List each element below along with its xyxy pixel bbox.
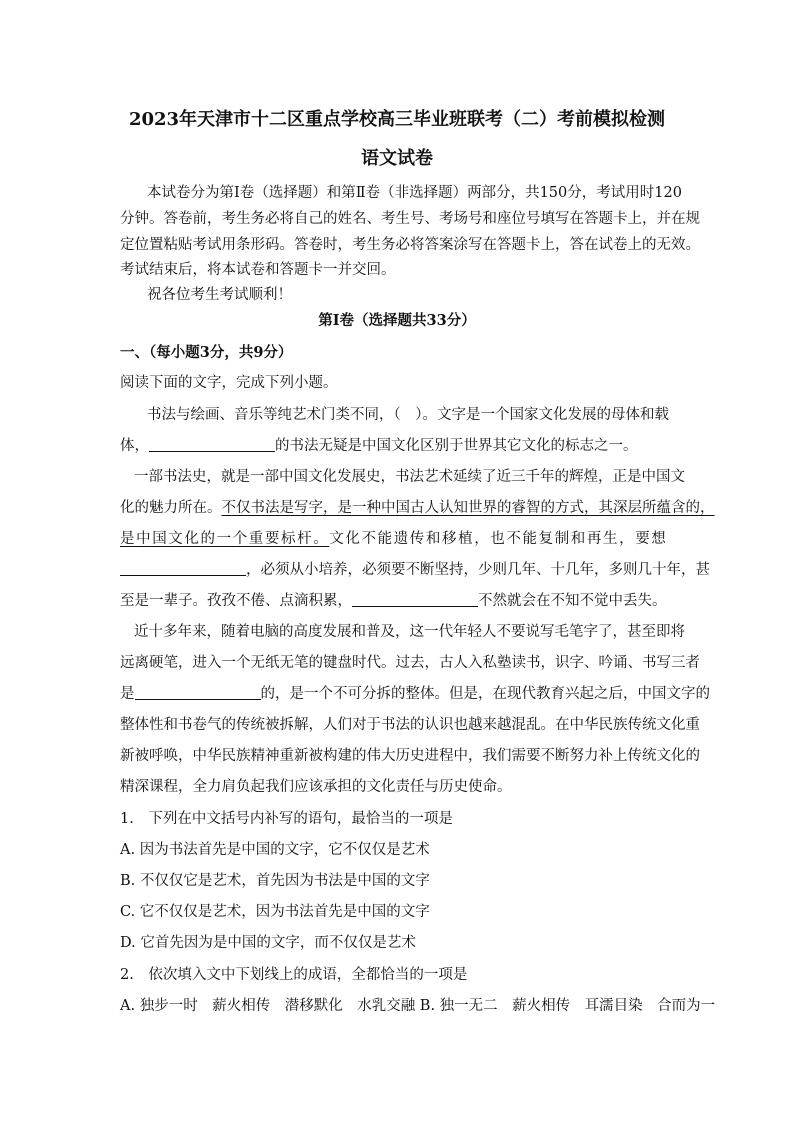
fill-blank: [149, 437, 275, 452]
passage-line: [120, 498, 715, 518]
passage-line: [120, 560, 710, 580]
question-1-option-b: B. 不仅仅它是艺术，首先因为书法是中国的文字: [120, 873, 430, 889]
passage-text: 不然就会在不知不觉中丢失。: [478, 593, 667, 609]
fill-blank: [120, 561, 246, 576]
passage-line: 新被呼唤，中华民族精神重新被构建的伟大历史进程中，我们需要不断努力补上传统文化的: [120, 748, 700, 764]
passage-text: 体，: [120, 438, 149, 454]
passage-line: 整体性和书卷气的传统被拆解，人们对于书法的认识也越来越混乱。在中华民族传统文化重: [120, 717, 700, 733]
instructions-line: 分钟。答卷前，考生务必将自己的姓名、考生号、考场号和座位号填写在答题卡上，并在规: [120, 211, 700, 227]
instructions-line: 考试结束后，将本试卷和答题卡一并交回。: [120, 262, 396, 278]
passage-line: [120, 436, 680, 456]
passage-line: [120, 684, 710, 704]
passage-line: [120, 529, 680, 549]
part1-title: 第Ⅰ卷（选择题共33分）: [318, 312, 476, 329]
passage-text: 的，是一个不可分拆的整体。但是，在现代教育兴起之后，中国文字的: [260, 686, 710, 702]
wish-line: 祝各位考生考试顺利！: [147, 287, 292, 303]
instructions-line: 本试卷分为第Ⅰ卷（选择题）和第Ⅱ卷（非选择题）两部分，共150分，考试用时120: [147, 185, 682, 201]
passage-text: 是: [120, 686, 135, 702]
passage-text: 至是一辈子。孜孜不倦、点滴积累，: [120, 593, 352, 609]
question-2-options: A. 独步一时 薪火相传 潜移默化 水乳交融 B. 独一无二 薪火相传 耳濡目染 合而为一: [120, 998, 716, 1014]
passage-text: 文化不能遗传和移植，也不能复制和再生，要想: [329, 531, 668, 547]
question-1-option-a: A. 因为书法首先是中国的文字，它不仅仅是艺术: [120, 842, 430, 858]
instructions-line: 定位置粘贴考试用条形码。答卷时，考生务必将答案涂写在答题卡上，答在试卷上的无效。: [120, 237, 700, 253]
passage-text: ，必须从小培养，必须要不断坚持，少则几年、十几年，多则几十年，甚: [246, 562, 710, 578]
passage-line: 精深课程，全力肩负起我们应该承担的文化责任与历史使命。: [120, 779, 512, 795]
exam-subtitle: 语文试卷: [361, 148, 433, 169]
passage-text: 化的魅力所在。: [120, 500, 222, 516]
section-title: 一、（每小题3分，共9分）: [120, 344, 293, 361]
fill-blank: [135, 685, 261, 700]
passage-line: 近十多年来，随着电脑的高度发展和普及，这一代年轻人不要说写毛笔字了，甚至即将: [134, 624, 685, 640]
fill-blank: [352, 592, 478, 607]
question-1-stem: 1. 下列在中文括号内补写的语句，最恰当的一项是: [120, 811, 453, 827]
question-1-option-d: D. 它首先因为是中国的文字，而不仅仅是艺术: [120, 935, 416, 951]
passage-line: 远离硬笔，进入一个无纸无笔的键盘时代。过去，古人入私塾读书，识字、吟诵、书写三者: [120, 655, 700, 671]
underlined-sentence: 不仅书法是写字，是一种中国古人认知世界的睿智的方式，其深层所蕴含的，: [221, 500, 715, 516]
reading-prompt: 阅读下面的文字，完成下列小题。: [120, 375, 338, 391]
question-2-stem: 2. 依次填入文中下划线上的成语，全都恰当的一项是: [120, 967, 468, 983]
passage-line: 一部书法史，就是一部中国文化发展史，书法艺术延续了近三千年的辉煌，正是中国文: [134, 469, 685, 485]
passage-line: 书法与绘画、音乐等纯艺术门类不同，（ ）。文字是一个国家文化发展的母体和载: [147, 407, 669, 423]
exam-title: 2023年天津市十二区重点学校高三毕业班联考（二）考前模拟检测: [128, 109, 666, 130]
passage-line: [120, 591, 680, 611]
passage-text: 的书法无疑是中国文化区别于世界其它文化的标志之一。: [275, 438, 638, 454]
underlined-sentence: 是中国文化的一个重要标杆。: [120, 531, 330, 547]
question-1-option-c: C. 它不仅仅是艺术，因为书法首先是中国的文字: [120, 904, 430, 920]
